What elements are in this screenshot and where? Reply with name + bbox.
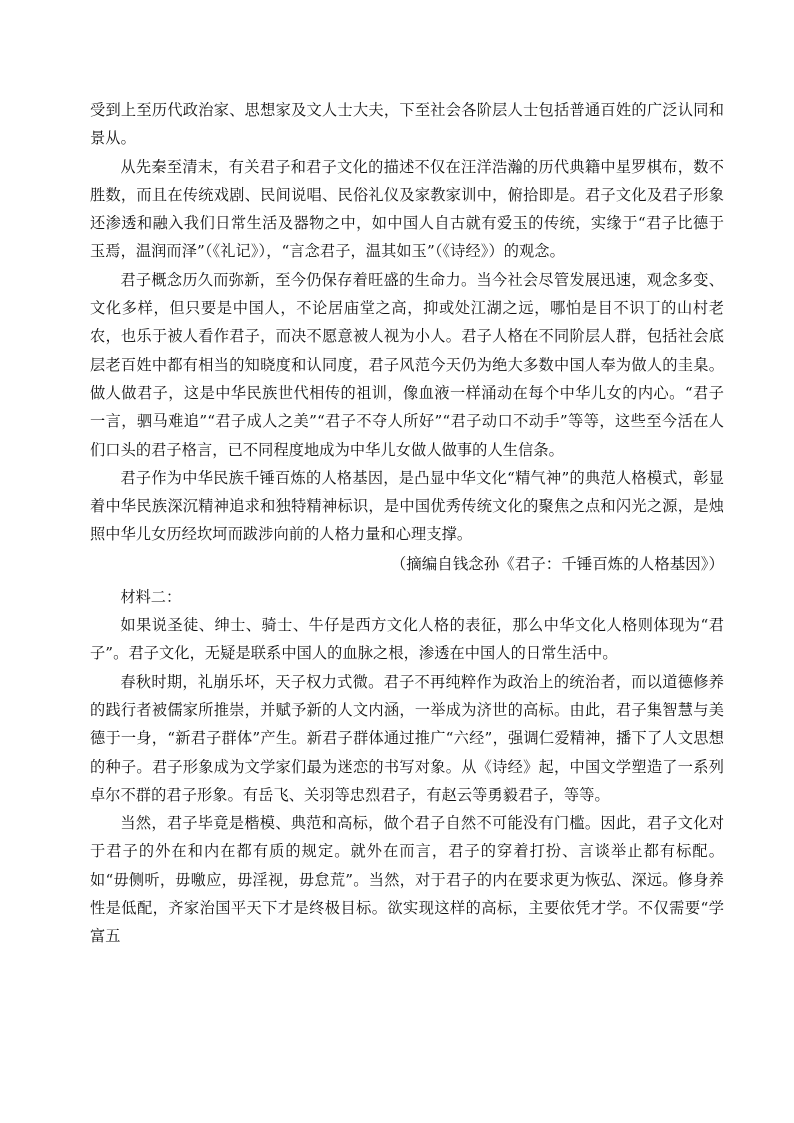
section-label: 材料二： <box>120 587 182 606</box>
paragraph: 春秋时期，礼崩乐坏，天子权力式微。君子不再纯粹作为政治上的统治者，而以道德修养的践行者被儒家所推崇，并赋予新的人文内涵，一举成为济世的高标。由此，君子集智慧与美德于一身，“新君子群体”产生。新君子群体通过推广“六经”，强调仁爱精神，播下了人文思想的种子。君子形象成为文学家们最为迷恋的书写对象。从《诗经》起，中国文学塑造了一系列卓尔不群的君子形象。有岳飞、关羽等忠烈君子，有赵云等勇毅君子，等等。 <box>90 672 724 804</box>
document-page <box>90 96 724 951</box>
paragraph: 当然，君子毕竟是楷模、典范和高标，做个君子自然不可能没有门槛。因此，君子文化对于君子的外在和内在都有质的规定。就外在而言，君子的穿着打扮、言谈举止都有标配。如“毋侧听，毋噭应，毋淫视，毋怠荒”。当然，对于君子的内在要求更为恢弘、深远。修身养性是低配，齐家治国平天下才是终极目标。欲实现这样的高标，主要依凭才学。不仅需要“学富五 <box>90 814 724 946</box>
paragraph: 如果说圣徒、绅士、骑士、牛仔是西方文化人格的表征，那么中华文化人格则体现为“君子”。君子文化，无疑是联系中国人的血脉之根，渗透在中国人的日常生活中。 <box>90 616 724 663</box>
paragraph: 君子概念历久而弥新，至今仍保存着旺盛的生命力。当今社会尽管发展迅速，观念多变、文化多样，但只要是中国人，不论居庙堂之高，抑或处江湖之远，哪怕是目不识丁的山村老农，也乐于被人看作君子，而决不愿意被人视为小人。君子人格在不同阶层人群，包括社会底层老百姓中都有相当的知晓度和认同度，君子风范今天仍为绝大多数中国人奉为做人的圭臬。做人做君子，这是中华民族世代相传的祖训，像血液一样涌动在每个中华儿女的内心。“君子一言，驷马难追”“君子成人之美”“君子不夺人所好”“君子动口不动手”等等，这些至今活在人们口头的君子格言，已不同程度地成为中华儿女做人做事的人生信条。 <box>90 270 724 459</box>
paragraph: 从先秦至清末，有关君子和君子文化的描述不仅在汪洋浩瀚的历代典籍中星罗棋布，数不胜数，而且在传统戏剧、民间说唱、民俗礼仪及家教家训中，俯拾即是。君子文化及君子形象还渗透和融入我们日常生活及器物之中，如中国人自古就有爱玉的传统，实缘于“君子比德于玉焉，温润而泽”（《礼记》），“言念君子，温其如玉”（《诗经》）的观念。 <box>90 157 724 261</box>
paragraph: 受到上至历代政治家、思想家及文人士大夫，下至社会各阶层人士包括普通百姓的广泛认同和景从。 <box>90 101 724 148</box>
source-citation: （摘编自钱念孙《君子：千锤百炼的人格基因》） <box>390 555 724 573</box>
paragraph: 君子作为中华民族千锤百炼的人格基因，是凸显中华文化“精气神”的典范人格模式，彰显着中华民族深沉精神追求和独特精神标识，是中国优秀传统文化的聚焦之点和闪光之源，是烛照中华儿女历经坎坷而跋涉向前的人格力量和心理支撑。 <box>90 468 724 544</box>
